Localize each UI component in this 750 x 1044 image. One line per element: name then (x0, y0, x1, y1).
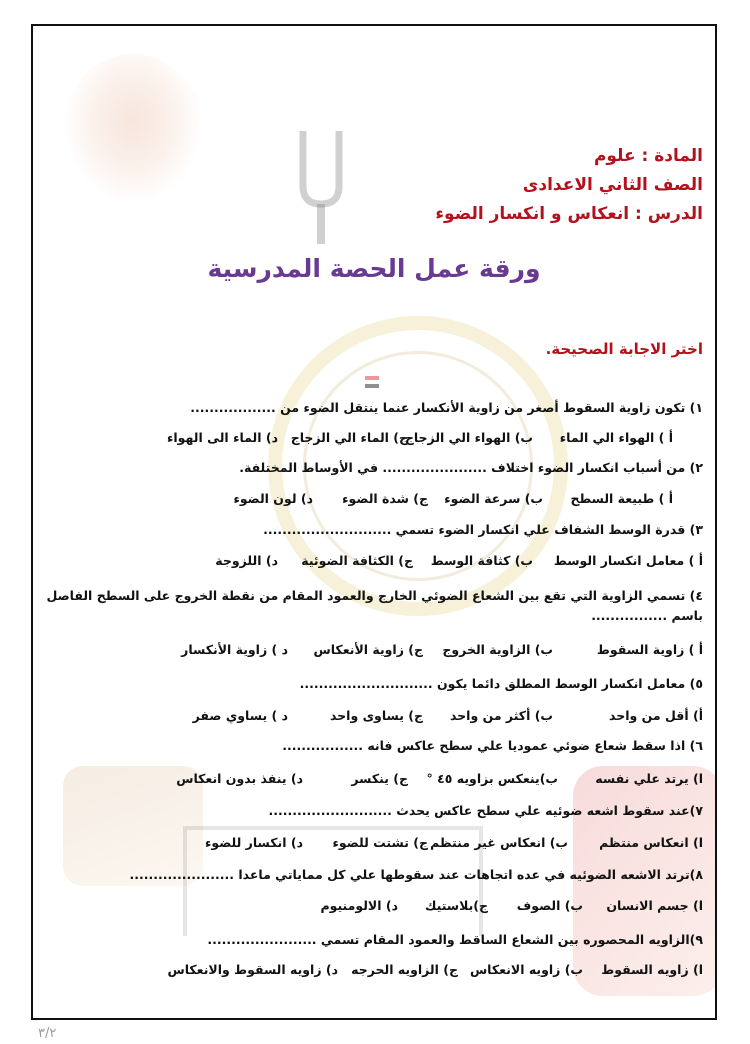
option-b: ب) كثافة الوسط (430, 553, 533, 568)
question-6: ٦) اذا سقط شعاع ضوئي عموديا علي سطح عاكس فانه ................. (282, 738, 703, 753)
option-c: ج) ينكسر (351, 771, 408, 786)
question-8-options (33, 898, 715, 913)
lesson-line: الدرس : انعكاس و انكسار الضوء (435, 204, 703, 224)
option-b: ب) سرعة الضوء (444, 491, 543, 506)
option-d: د ) زاوية الأنكسار (181, 642, 288, 657)
option-c: ج) الماء الي الزجاج (290, 430, 408, 445)
question-2: ٢) من أسباب انكسار الضوء اختلاف ...................... في الأوساط المختلفة. (239, 460, 703, 475)
flag-watermark (365, 376, 379, 388)
question-1: ١) تكون زاوية السقوط أصغر من زاوية الأنكسار عنما ينتقل الضوء من .................. (190, 400, 703, 415)
page-number: ٣/٢ (38, 1026, 57, 1041)
option-b: ب) زاويه الانعكاس (469, 962, 583, 977)
option-d: د) ينفذ بدون انعكاس (176, 771, 303, 786)
option-c: ج) تشتت للضوء (332, 835, 428, 850)
option-b: ب) الصوف (516, 898, 583, 913)
option-a: أ ) الهواء الي الماء (559, 430, 673, 445)
option-a: أ) أقل من واحد (609, 708, 703, 723)
subject-line: المادة : علوم (593, 146, 703, 166)
option-a: أ ) طبيعة السطح (570, 491, 673, 506)
option-a: أ ) زاوية السقوط (596, 642, 703, 657)
option-c: ج) زاوية الأنعكاس (313, 642, 423, 657)
question-5-options (33, 708, 715, 723)
question-3: ٣) قدرة الوسط الشفاف علي انكسار الضوء تسمي ........................... (263, 522, 703, 537)
question-5: ٥) معامل انكسار الوسط المطلق دائما يكون ............................ (299, 676, 703, 691)
page-frame (31, 24, 717, 1020)
option-c: ج) الكثافة الضوئية (301, 553, 413, 568)
option-b: ب) أكثر من واحد (449, 708, 553, 723)
instruction: اختر الاجابة الصحيحة. (545, 340, 703, 358)
question-7: ٧)عند سقوط اشعه ضوئيه علي سطح عاكس يحدث .......................... (268, 803, 703, 818)
option-d: د) الالومنيوم (320, 898, 398, 913)
question-4-options (33, 642, 715, 657)
option-b: ب) الزاوية الخروج (442, 642, 553, 657)
question-2-options (33, 491, 715, 506)
option-c: ج) شدة الضوء (342, 491, 428, 506)
option-d: د) زاويه السقوط والانعكاس (167, 962, 338, 977)
option-a: ا) زاويه السقوط (601, 962, 703, 977)
question-7-options (33, 835, 715, 850)
question-9-options (33, 962, 715, 977)
header-block (33, 142, 715, 229)
option-a: ا) انعكاس منتظم (599, 835, 703, 850)
option-c: ج) يساوى واحد (329, 708, 423, 723)
worksheet-title: ورقة عمل الحصة المدرسية (207, 254, 541, 283)
question-9: ٩)الزاويه المحصوره بين الشعاع الساقط والعمود المقام تسمي ....................... (207, 932, 703, 947)
option-c: ج)بلاستيك (424, 898, 488, 913)
option-d: د ) يساوي صفر (192, 708, 288, 723)
question-3-options (33, 553, 715, 568)
option-d: د) الماء الى الهواء (167, 430, 278, 445)
option-b: ب)ينعكس بزاويه ٤٥ ° (426, 771, 558, 786)
option-a: ا) جسم الانسان (606, 898, 703, 913)
option-a: أ ) معامل انكسار الوسط (553, 553, 703, 568)
option-b: ب) الهواء الي الزجاج (404, 430, 533, 445)
option-b: ب) انعكاس غير منتظم (430, 835, 568, 850)
question-6-options (33, 771, 715, 786)
question-1-options (33, 430, 715, 445)
option-a: ا) يرتد علي نفسه (595, 771, 703, 786)
option-d: د) انكسار للضوء (204, 835, 303, 850)
question-8: ٨)ترتد الاشعه الضوئيه في عده اتجاهات عند سقوطها علي كل مماياتي ماعدا ...................... (129, 867, 703, 882)
grade-line: الصف الثاني الاعدادى (522, 175, 703, 195)
question-4: ٤) تسمي الزاوية التي تقع بين الشعاع الضوئي الخارج والعمود المقام من نقطة الخروج على السطح الفاصل باسم ................ (46, 588, 703, 623)
option-c: ج) الزاويه الحرجه (351, 962, 458, 977)
option-d: د) اللزوجة (215, 553, 278, 568)
option-d: د) لون الضوء (233, 491, 313, 506)
